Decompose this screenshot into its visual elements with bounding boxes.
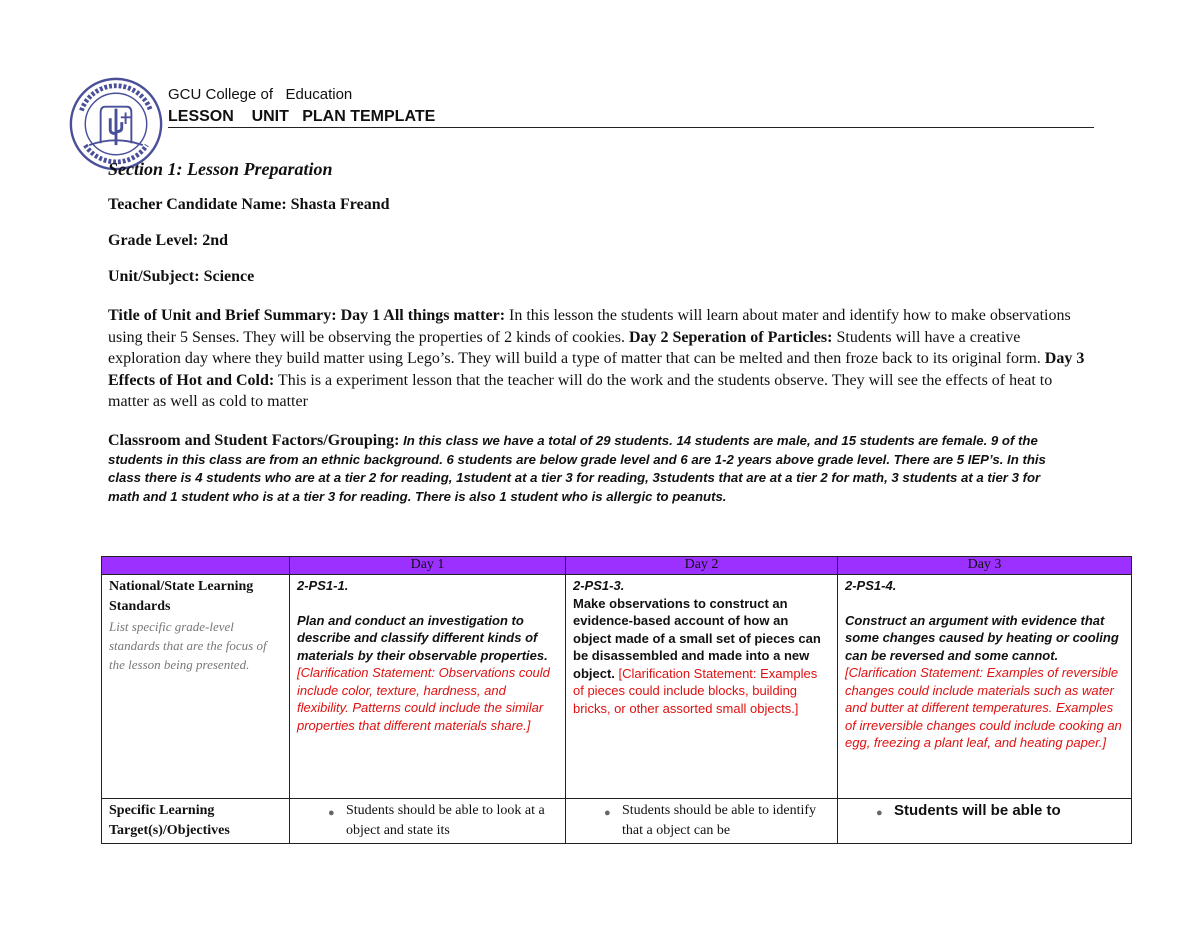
day1-objective-text: Students should be able to look at a object and state its	[346, 803, 545, 838]
day2-standard-cell	[566, 575, 838, 799]
section-title: Section 1: Lesson Preparation	[108, 159, 333, 179]
day2-summary-label: Day 2 Seperation of Particles:	[628, 328, 833, 346]
standards-label-cell	[102, 575, 290, 799]
day3-standard-code: 2-PS1-4.	[845, 578, 897, 593]
teacher-name-value: Shasta Freand	[290, 196, 390, 213]
standards-note: List specific grade-level standards that are the focus of the lesson being presented.	[109, 619, 267, 672]
summary-label: Title of Unit and Brief Summary:	[108, 307, 337, 324]
unit-summary	[108, 305, 1088, 413]
day3-objective-cell	[838, 799, 1132, 844]
day1-standard-cell	[290, 575, 566, 799]
day1-clarification: [Clarification Statement: Observations could include color, texture, hardness, and flexibility. Patterns could include the similar properties that different materials share.]	[297, 665, 550, 733]
bullet-icon: ●	[328, 807, 335, 819]
grade-level-field	[108, 232, 228, 250]
university-seal-logo	[68, 76, 164, 172]
table-header-row	[102, 557, 1132, 575]
day1-objective-cell	[290, 799, 566, 844]
template-title: LESSON UNIT PLAN TEMPLATE	[168, 108, 436, 125]
unit-subject-value: Science	[203, 268, 255, 285]
day3-clarification: [Clarification Statement: Examples of reversible changes could include materials such as water and butter at different temperatures. Examples of irreversible changes could include cooking an egg, freezing a plant leaf, and heating paper.]	[845, 665, 1122, 750]
day1-standard-desc: Plan and conduct an investigation to describe and classify different kinds of materials by their observable properties.	[297, 612, 548, 663]
day3-standard-cell	[838, 575, 1132, 799]
standards-label: National/State Learning Standards	[109, 579, 254, 614]
factors-text: In this class we have a total of 29 students. 14 students are male, and 15 students are female. 9 of the students in this class are from an ethnic background. 6 students are below grade level and 6 are 1-2 years above grade level. There are 5 IEP’s. In this class there is 4 students who are at a tier 2 for reading, 1student at a tier 3 for reading, 3students that are at a tier 2 for math, 3 students at a tier 3 for math and 1 student who is at a tier 3 for reading. There is also 1 student who is allergic to peanuts.	[108, 433, 1046, 504]
day3-summary-label: Day 3 Effects of Hot and Cold:	[108, 350, 1085, 389]
objectives-label-cell	[102, 799, 290, 844]
day2-summary-text: Students will have a creative exploration day where they build matter using Lego’s. They will build a type of matter that can be melted and then froze back to its original form.	[108, 328, 1045, 367]
factors-label: Classroom and Student Factors/Grouping:	[108, 432, 400, 449]
day3-objective-text: Students will be able to	[894, 802, 1061, 819]
header-rule	[168, 127, 1094, 128]
teacher-name-field	[108, 196, 390, 214]
day1-summary-label: Day 1 All things matter:	[340, 307, 506, 324]
day2-standard-code: 2-PS1-3.	[573, 578, 625, 593]
lesson-plan-table	[101, 556, 1132, 844]
header-cell-day1: Day 1	[290, 557, 566, 575]
bullet-icon: ●	[876, 807, 883, 819]
header-cell-empty	[102, 557, 290, 575]
grade-level-label: Grade Level:	[108, 232, 199, 249]
classroom-factors	[108, 432, 1068, 506]
unit-subject-label: Unit/Subject:	[108, 268, 200, 285]
day1-summary-text: In this lesson the students will learn about mater and identify how to make observations using their 5 Senses. They will be observing the properties of 2 kinds of cookies.	[108, 307, 1071, 346]
header-cell-day3: Day 3	[838, 557, 1132, 575]
college-name: GCU College of Education	[168, 86, 353, 103]
grade-level-value: 2nd	[202, 232, 228, 249]
objectives-row	[102, 799, 1132, 844]
unit-subject-field	[108, 268, 254, 286]
day1-standard-code: 2-PS1-1.	[297, 578, 349, 593]
day2-objective-text: Students should be able to identify that a object can be	[622, 803, 817, 838]
header-cell-day2: Day 2	[566, 557, 838, 575]
objectives-label: Specific Learning Target(s)/Objectives	[109, 803, 230, 838]
bullet-icon: ●	[604, 807, 611, 819]
day2-standard-desc: Make observations to construct an evidence-based account of how an object made of a small set of pieces can be disassembled and made into a new object.	[573, 595, 821, 681]
teacher-name-label: Teacher Candidate Name:	[108, 196, 287, 213]
day2-clarification: [Clarification Statement: Examples of pieces could include blocks, building bricks, or other assorted small objects.]	[573, 665, 818, 716]
day3-summary-text: This is a experiment lesson that the teacher will do the work and the students observe. They will see the effects of heat to matter as well as cold to matter	[108, 371, 1053, 410]
standards-row	[102, 575, 1132, 799]
day2-objective-cell	[566, 799, 838, 844]
day3-standard-desc: Construct an argument with evidence that some changes caused by heating or cooling can be reversed and some cannot.	[845, 612, 1119, 663]
